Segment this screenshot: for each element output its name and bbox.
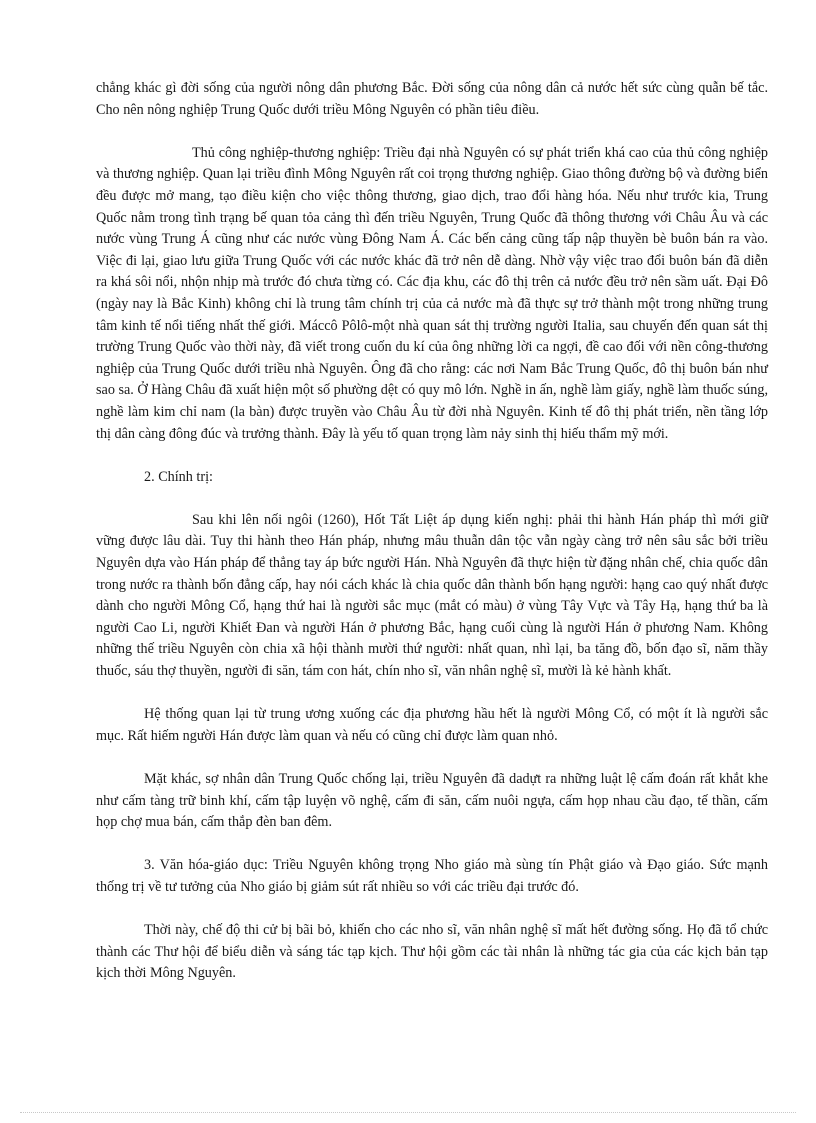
paragraph-culture-education: 3. Văn hóa-giáo dục: Triều Nguyên không trọng Nho giáo mà sùng tín Phật giáo và Đạo giáo. Sức mạnh thống trị về tư tưởng của Nho giáo bị giảm sút rất nhiều so với các triều đại trước đó.	[96, 857, 768, 895]
paragraph-politics: Sau khi lên nối ngôi (1260), Hốt Tất Liệt áp dụng kiến nghị: phải thi hành Hán pháp thì mới giữ vững được lâu dài. Tuy thi hành theo Hán pháp, nhưng mâu thuẫn dân tộc vẫn ngày càng trở nên sâu sắc bởi triều Nguyên dựa vào Hán pháp để thẳng tay áp bức người Hán. Nhà Nguyên đã thực hiện từ đặng nhân chế, chia quốc dân trong nước ra thành bốn đẳng cấp, hay nói cách khác là chia quốc dân thành bốn hạng người: hạng cao quý nhất được dành cho người Mông Cổ, hạng thứ hai là người sắc mục (mắt có màu) ở vùng Tây Vực và Tây Hạ, hạng thứ ba là người Cao Li, người Khiết Đan và người Hán ở phương Bắc, hạng cuối cùng là người Hán ở phương Nam. Không những thế triều Nguyên còn chia xã hội thành mười thứ người: nhất quan, nhì lại, ba tăng đồ, bốn đạo sĩ, năm thầy thuốc, sáu thợ thuyền, người đi săn, tám con hát, chín nho sĩ, văn nhân nghệ sĩ, mười là kẻ hành khất.	[96, 511, 768, 680]
paragraph-exam-system: Thời này, chế độ thi cử bị bãi bỏ, khiến cho các nho sĩ, văn nhân nghệ sĩ mất hết đường sống. Họ đã tổ chức thành các Thư hội để biểu diễn và sáng tác tạp kịch. Thư hội gồm các tài nhân là những tác gia của các kịch bản tạp kịch thời Mông Nguyên.	[96, 922, 768, 982]
page-bottom-divider	[20, 1112, 796, 1113]
paragraph-prohibitions: Mặt khác, sợ nhân dân Trung Quốc chống lại, triều Nguyên đã dadựt ra những luật lệ cấm đoán rất khắt khe như cấm tàng trữ binh khí, cấm tập luyện võ nghệ, cấm đi săn, cấm nuôi ngựa, cấm họp nhau cầu đạo, tế thần, cấm họp chợ mua bán, cấm thắp đèn ban đêm.	[96, 771, 768, 831]
paragraph-agriculture-end: chẳng khác gì đời sống của người nông dân phương Bắc. Đời sống của nông dân cả nước hết sức cùng quẫn bế tắc. Cho nên nông nghiệp Trung Quốc dưới triều Mông Nguyên có phần tiêu điều.	[96, 80, 768, 118]
document-page	[96, 78, 768, 985]
paragraph-officials: Hệ thống quan lại từ trung ương xuống các địa phương hầu hết là người Mông Cổ, có một ít là người sắc mục. Rất hiếm người Hán được làm quan và nếu có cũng chỉ được làm quan nhỏ.	[96, 706, 768, 744]
paragraph-handicraft-commerce: Thủ công nghiệp-thương nghiệp: Triều đại nhà Nguyên có sự phát triển khá cao của thủ công nghiệp và thương nghiệp. Quan lại triều đình Mông Nguyên rất coi trọng thương nghiệp. Giao thông đường bộ và đường biển đều được mở mang, tạo điều kiện cho việc thông thương, giao dịch, trao đổi hàng hóa. Nếu như trước kia, Trung Quốc nằm trong tình trạng bế quan tỏa cảng thì đến triều Nguyên, Trung Quốc đã thông thương với Châu Âu và các nước vùng Trung Á cũng như các nước vùng Đông Nam Á. Các bến cảng cũng tấp nập thuyền bè buôn bán ra vào. Việc đi lại, giao lưu giữa Trung Quốc với các nước khác đã trở nên dễ dàng. Nhờ vậy việc trao đổi buôn bán đã diễn ra khá sôi nổi, nhộn nhịp mà trước đó chưa từng có. Các địa khu, các đô thị trên cả nước đều trở nên sầm uất. Đại Đô (ngày nay là Bắc Kinh) không chỉ là trung tâm chính trị của cả nước mà đã thực sự trở thành một trong những trung tâm kinh tế nổi tiếng nhất thế giới. Máccô Pôlô-một nhà quan sát thị trường người Italia, sau chuyến đến quan sát thị trường Trung Quốc vào thời này, đã viết trong cuốn du kí của ông những lời ca ngợi, đề cao đối với nền công-thương nghiệp của Trung Quốc dưới triều nhà Nguyên. Ông đã cho rằng: các nơi Nam Bắc Trung Quốc, đô thị buôn bán như sao sa. Ở Hàng Châu đã xuất hiện một số phường dệt có quy mô lớn. Nghề in ấn, nghề làm giấy, nghề làm thuốc súng, nghề làm kim chỉ nam (la bàn) được truyền vào Châu Âu từ đời nhà Nguyên. Kinh tế đô thị phát triển, nền tầng lớp thị dân càng đông đúc và trưởng thành. Đây là yếu tố quan trọng làm nảy sinh thị hiếu thẩm mỹ mới.	[96, 144, 768, 442]
section-heading-politics: 2. Chính trị:	[144, 468, 213, 485]
